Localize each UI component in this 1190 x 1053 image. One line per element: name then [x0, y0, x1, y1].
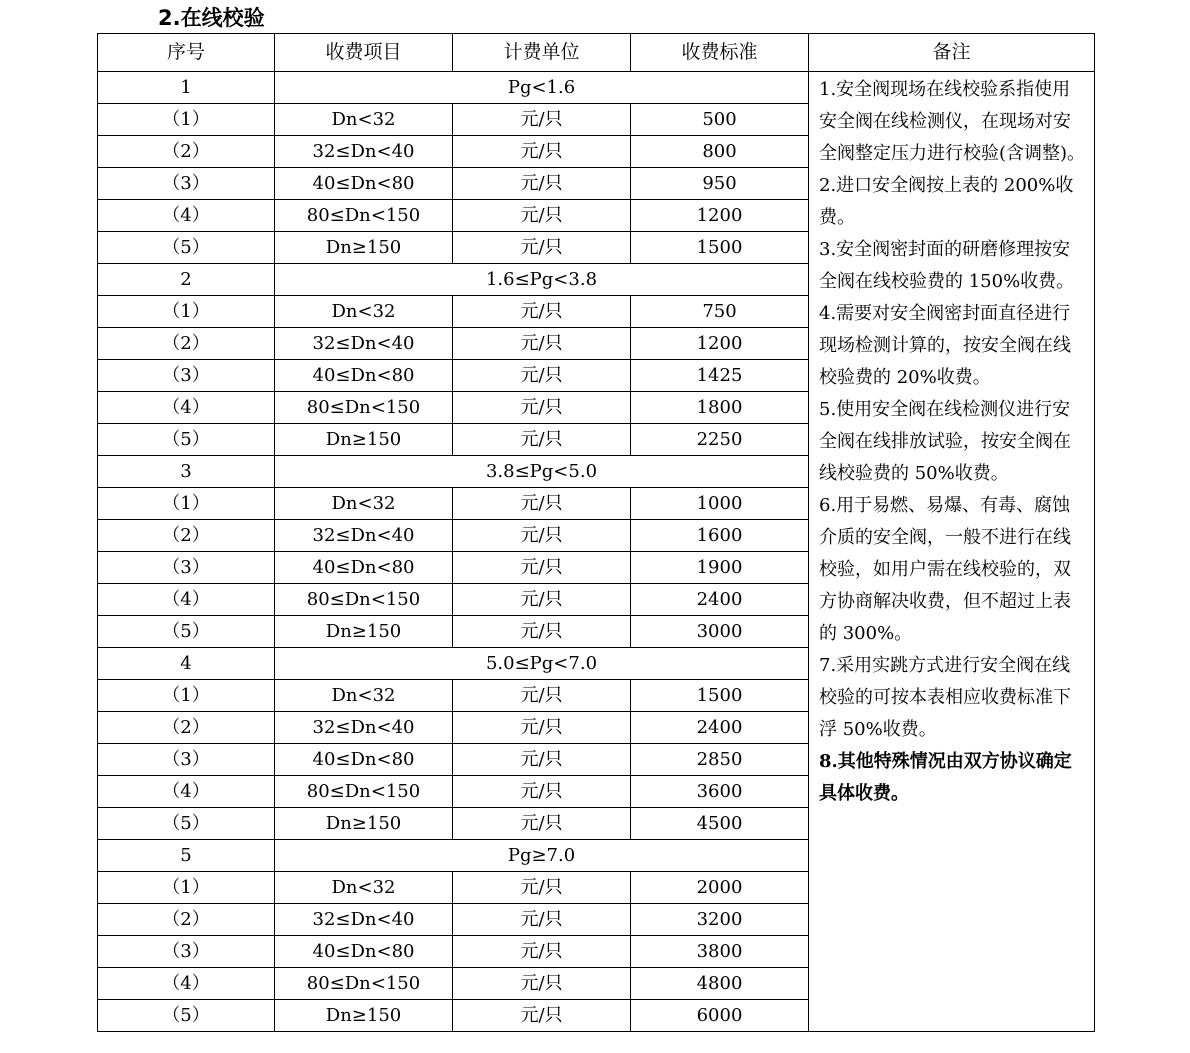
fee-amount: 1425 — [631, 360, 809, 392]
billing-unit: 元/只 — [453, 776, 631, 808]
fee-item: 32≤Dn<40 — [275, 904, 453, 936]
remark-item: 5.使用安全阀在线检测仪进行安全阀在线排放试验，按安全阀在线校验费的 50%收费。 — [819, 399, 1071, 484]
row-number: （5） — [98, 232, 275, 264]
billing-unit: 元/只 — [453, 808, 631, 840]
fee-amount: 1900 — [631, 552, 809, 584]
fee-item: Dn≥150 — [275, 616, 453, 648]
fee-amount: 2850 — [631, 744, 809, 776]
section-heading: 2.在线校验 — [158, 6, 265, 30]
fee-item: 40≤Dn<80 — [275, 936, 453, 968]
fee-item: Dn<32 — [275, 872, 453, 904]
remark-item: 8.其他特殊情况由双方协议确定具体收费。 — [819, 751, 1072, 804]
billing-unit: 元/只 — [453, 168, 631, 200]
row-number: （2） — [98, 328, 275, 360]
fee-item: Dn≥150 — [275, 424, 453, 456]
fee-item: 80≤Dn<150 — [275, 200, 453, 232]
fee-amount: 3000 — [631, 616, 809, 648]
row-number: （4） — [98, 200, 275, 232]
group-index: 3 — [98, 456, 275, 488]
billing-unit: 元/只 — [453, 552, 631, 584]
pressure-range: Pg≥7.0 — [275, 840, 809, 872]
fee-item: Dn<32 — [275, 680, 453, 712]
fee-item: 32≤Dn<40 — [275, 712, 453, 744]
billing-unit: 元/只 — [453, 1000, 631, 1032]
fee-amount: 750 — [631, 296, 809, 328]
header-unit: 计费单位 — [453, 34, 631, 72]
row-number: （2） — [98, 904, 275, 936]
fee-item: 40≤Dn<80 — [275, 744, 453, 776]
row-number: （5） — [98, 616, 275, 648]
fee-table — [97, 33, 1095, 1032]
fee-item: 40≤Dn<80 — [275, 360, 453, 392]
header-index: 序号 — [98, 34, 275, 72]
fee-amount: 1500 — [631, 680, 809, 712]
row-number: （1） — [98, 296, 275, 328]
fee-amount: 950 — [631, 168, 809, 200]
pressure-range: 3.8≤Pg<5.0 — [275, 456, 809, 488]
header-item: 收费项目 — [275, 34, 453, 72]
fee-amount: 1200 — [631, 200, 809, 232]
fee-amount: 2250 — [631, 424, 809, 456]
billing-unit: 元/只 — [453, 424, 631, 456]
fee-amount: 3800 — [631, 936, 809, 968]
billing-unit: 元/只 — [453, 904, 631, 936]
row-number: （5） — [98, 424, 275, 456]
row-number: （5） — [98, 1000, 275, 1032]
row-number: （3） — [98, 552, 275, 584]
fee-item: 80≤Dn<150 — [275, 584, 453, 616]
fee-amount: 3600 — [631, 776, 809, 808]
fee-table-body — [98, 34, 1095, 1032]
fee-amount: 2000 — [631, 872, 809, 904]
fee-amount: 1200 — [631, 328, 809, 360]
billing-unit: 元/只 — [453, 232, 631, 264]
fee-item: 32≤Dn<40 — [275, 328, 453, 360]
billing-unit: 元/只 — [453, 200, 631, 232]
billing-unit: 元/只 — [453, 392, 631, 424]
header-fee: 收费标准 — [631, 34, 809, 72]
remark-item: 7.采用实跳方式进行安全阀在线校验的可按本表相应收费标准下浮 50%收费。 — [819, 655, 1071, 740]
row-number: （3） — [98, 360, 275, 392]
row-number: （4） — [98, 968, 275, 1000]
pressure-range: Pg<1.6 — [275, 72, 809, 104]
fee-amount: 2400 — [631, 712, 809, 744]
row-number: （2） — [98, 712, 275, 744]
fee-item: Dn≥150 — [275, 1000, 453, 1032]
fee-item: Dn<32 — [275, 296, 453, 328]
row-number: （3） — [98, 936, 275, 968]
fee-amount: 4500 — [631, 808, 809, 840]
billing-unit: 元/只 — [453, 488, 631, 520]
row-number: （1） — [98, 680, 275, 712]
fee-amount: 2400 — [631, 584, 809, 616]
fee-item: 32≤Dn<40 — [275, 520, 453, 552]
group-index: 4 — [98, 648, 275, 680]
fee-item: Dn<32 — [275, 104, 453, 136]
fee-item: 40≤Dn<80 — [275, 552, 453, 584]
billing-unit: 元/只 — [453, 680, 631, 712]
table-header-row — [98, 34, 1095, 72]
billing-unit: 元/只 — [453, 520, 631, 552]
fee-amount: 800 — [631, 136, 809, 168]
fee-item: Dn≥150 — [275, 808, 453, 840]
pressure-range: 5.0≤Pg<7.0 — [275, 648, 809, 680]
billing-unit: 元/只 — [453, 872, 631, 904]
header-notes: 备注 — [809, 34, 1095, 72]
billing-unit: 元/只 — [453, 936, 631, 968]
fee-item: 80≤Dn<150 — [275, 968, 453, 1000]
pressure-range: 1.6≤Pg<3.8 — [275, 264, 809, 296]
billing-unit: 元/只 — [453, 136, 631, 168]
row-number: （2） — [98, 136, 275, 168]
fee-item: Dn≥150 — [275, 232, 453, 264]
remark-item: 4.需要对安全阀密封面直径进行现场检测计算的，按安全阀在线校验费的 20%收费。 — [819, 303, 1071, 388]
remarks-cell — [809, 72, 1095, 1032]
fee-amount: 4800 — [631, 968, 809, 1000]
fee-amount: 500 — [631, 104, 809, 136]
row-number: （1） — [98, 488, 275, 520]
row-number: （1） — [98, 104, 275, 136]
remark-item: 6.用于易燃、易爆、有毒、腐蚀介质的安全阀，一般不进行在线校验，如用户需在线校验的，双方协商解决收费，但不超过上表的 300%。 — [819, 495, 1071, 644]
fee-amount: 3200 — [631, 904, 809, 936]
fee-amount: 1600 — [631, 520, 809, 552]
billing-unit: 元/只 — [453, 104, 631, 136]
fee-amount: 1800 — [631, 392, 809, 424]
fee-item: 32≤Dn<40 — [275, 136, 453, 168]
billing-unit: 元/只 — [453, 616, 631, 648]
billing-unit: 元/只 — [453, 328, 631, 360]
fee-item: 80≤Dn<150 — [275, 392, 453, 424]
group-index: 2 — [98, 264, 275, 296]
billing-unit: 元/只 — [453, 360, 631, 392]
row-number: （2） — [98, 520, 275, 552]
billing-unit: 元/只 — [453, 584, 631, 616]
row-number: （1） — [98, 872, 275, 904]
billing-unit: 元/只 — [453, 296, 631, 328]
fee-amount: 6000 — [631, 1000, 809, 1032]
billing-unit: 元/只 — [453, 968, 631, 1000]
remark-item: 2.进口安全阀按上表的 200%收费。 — [819, 175, 1074, 228]
fee-amount: 1500 — [631, 232, 809, 264]
fee-item: 40≤Dn<80 — [275, 168, 453, 200]
row-number: （3） — [98, 744, 275, 776]
billing-unit: 元/只 — [453, 744, 631, 776]
remark-item: 3.安全阀密封面的研磨修理按安全阀在线校验费的 150%收费。 — [819, 239, 1075, 292]
row-number: （4） — [98, 392, 275, 424]
group-index: 1 — [98, 72, 275, 104]
row-number: （3） — [98, 168, 275, 200]
row-number: （4） — [98, 584, 275, 616]
row-number: （4） — [98, 776, 275, 808]
fee-item: 80≤Dn<150 — [275, 776, 453, 808]
billing-unit: 元/只 — [453, 712, 631, 744]
group-row — [98, 72, 1095, 104]
fee-item: Dn<32 — [275, 488, 453, 520]
fee-amount: 1000 — [631, 488, 809, 520]
row-number: （5） — [98, 808, 275, 840]
remark-item: 1.安全阀现场在线校验系指使用安全阀在线检测仪，在现场对安全阀整定压力进行校验(含调整)。 — [819, 79, 1086, 164]
group-index: 5 — [98, 840, 275, 872]
